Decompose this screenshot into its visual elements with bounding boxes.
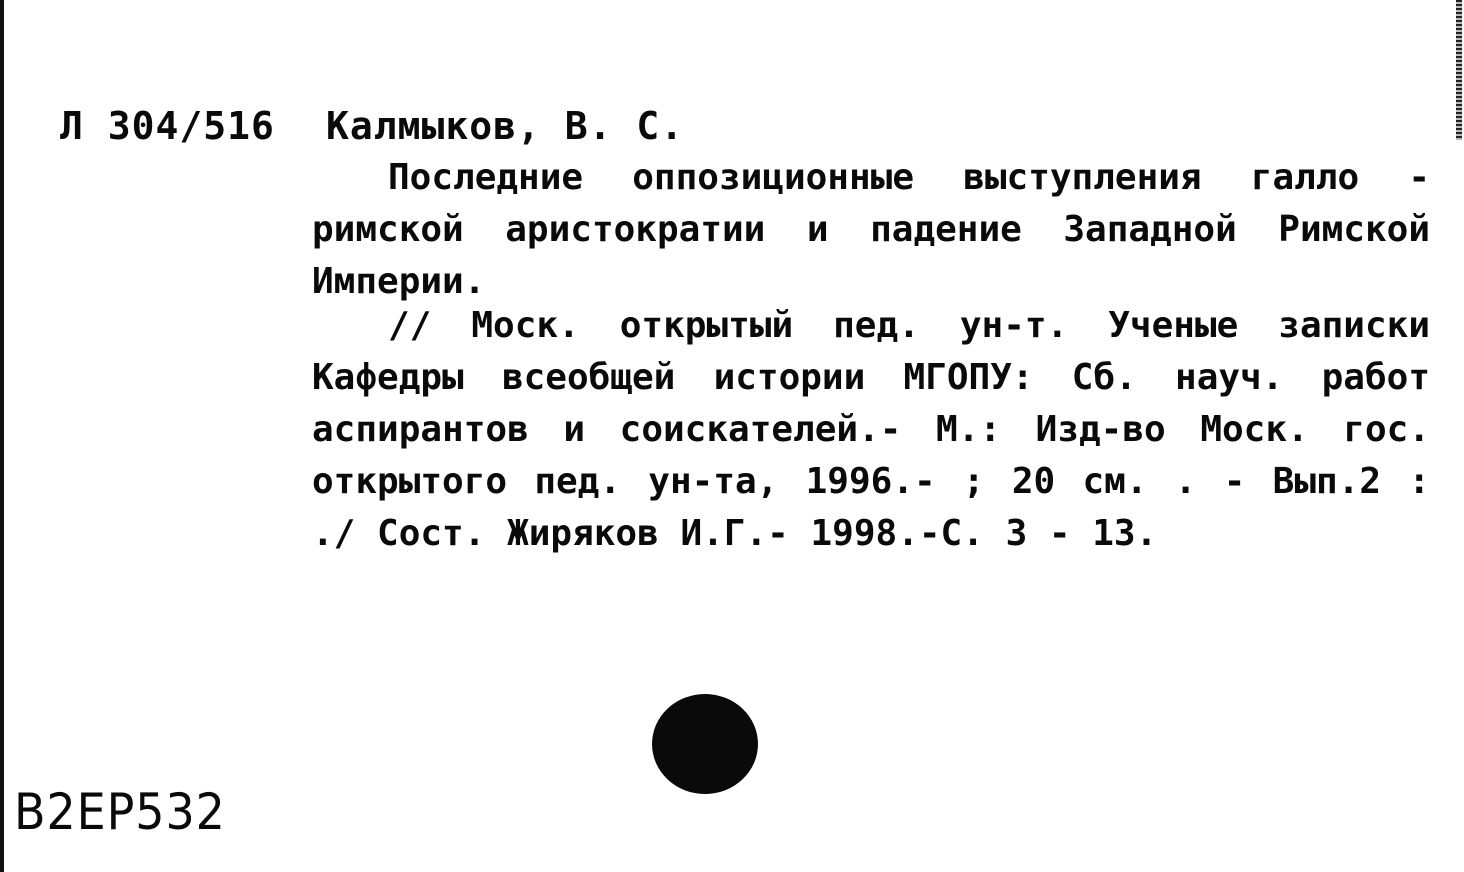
card-left-edge bbox=[0, 0, 4, 872]
card-right-edge bbox=[1456, 0, 1462, 140]
title-paragraph: Последние оппозиционные выступления галло - римской аристократии и падение Западной Римской Империи. bbox=[312, 157, 1430, 302]
call-number: Л 304/516 bbox=[60, 104, 275, 148]
handwritten-code: В2ЕР532 bbox=[14, 783, 226, 841]
source-paragraph: // Моск. открытый пед. ун-т. Ученые записки Кафедры всеобщей истории МГОПУ: Сб. науч. работ аспирантов и соискателей.- М.: Изд-во Моск. гос. открытого пед. ун-та, 1996.- ; 20 см. . - Вып.2 : ./ Сост. Жиряков И.Г.- 1998.-С. 3 - 13. bbox=[312, 305, 1430, 554]
author-name: Калмыков, В. С. bbox=[326, 104, 685, 148]
punch-hole bbox=[652, 694, 758, 794]
